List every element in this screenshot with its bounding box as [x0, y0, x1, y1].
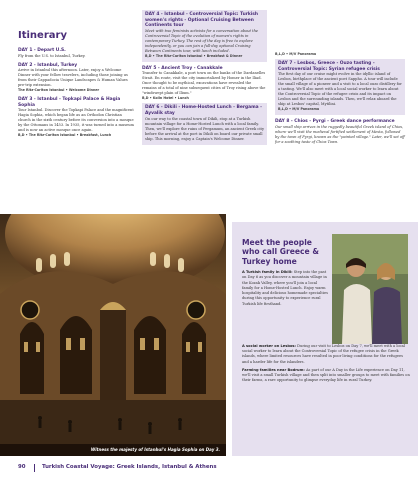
meet-intro-label: A Turkish family in Dikili:: [242, 270, 293, 274]
day-text: Fly from the U.S. to Istanbul, Turkey.: [18, 53, 86, 58]
day-6-highlight: [142, 103, 267, 144]
meet-worker-text: During our visit to Lesbos on Day 7, we'll meet with a local social worker to learn about the Controversial Topic of the refugee crisis in the Greek islands, where limited resources have resulted in poor living conditions for the refugees and a harder life for the islanders.: [242, 344, 405, 364]
family-photo-illustration: [332, 234, 408, 344]
itinerary-heading: Itinerary: [18, 30, 67, 41]
day-meta: B,D • Kolin Hotel • Lunch: [142, 96, 189, 101]
day-8: [275, 119, 405, 145]
day-3: [18, 97, 134, 138]
day-4-highlight: [142, 10, 267, 62]
day-text: The first day of our cruise might evolve in the idyllic island of Lesbos, birthplace of the ancient poet Sappho. A tour will include the small village of a pioneer and a visit to a local ouzo distillery for a tasting. We'll also meet with a local social worker to learn about the Controversial Topic of the refugee crisis and its impact on Lesbos and the surrounding islands. Then, we'll relax aboard the ship at Lesbos' capital, Mytilini.: [278, 72, 402, 107]
hagia-sophia-photo: [0, 214, 226, 456]
footer-title: Turkish Coastal Voyage: Greek Islands, Istanbul & Athens: [42, 464, 217, 470]
day-text: Our small ship arrives in the ruggedly beautiful Greek island of Chios, where we'll visit the medieval fortified settlement of Mesta, followed by the town of Pyrgi, known as the "painted village." Later, we'll set off for a soothing taste of Chios Town.: [275, 124, 405, 144]
day-text: On our way to the coastal town of Dikili, stop at a Turkish mountain village for a Home-Hosted Lunch with a local family. Then, we'll explore the ruins of Pergamum, an ancient Greek city before the arrival at the port in Dikili on board our private small ship. This morning, enjoy a Captain's Welcome Dinner.: [145, 116, 264, 141]
meet-intro-text: Step into the past on Day 6 as you discover a mountain village in the Kozak Valley, where you'll join a local family for a Home-Hosted Lunch. Enjoy warm hospitality and delicious homemade specialties during this opportunity to experience rural Turkish life firsthand.: [242, 270, 328, 306]
meet-worker: [242, 344, 410, 365]
day-title: DAY 3 - Istanbul - Topkapi Palace & Hagia Sophia: [18, 97, 121, 108]
meet-the-people-box: [232, 222, 418, 456]
day-2: [18, 63, 134, 94]
hagia-sophia-illustration: [0, 214, 226, 456]
page-footer: [0, 458, 420, 480]
day-title: DAY 4 - Istanbul - Controversial Topic: Turkish women's rights - Optional Cruising Between Continents tour: [145, 12, 259, 29]
day-title: DAY 7 - Lesbos, Greece - Ouzo tasting - Controversial Topic: Syrian refugee crisis: [278, 61, 380, 72]
day-title: DAY 5 - Ancient Troy - Canakkale: [142, 65, 223, 71]
page-number: 90: [18, 464, 26, 470]
day-title: DAY 2 - Istanbul, Turkey: [18, 62, 78, 68]
meet-family-text: As part of our A Day in the Life experience on Day 11, we'll visit a small Turkish village and then split into smaller groups to meet with families on their farms, a rare opportunity to glimpse everyday life in rural Turkey.: [242, 367, 410, 383]
day-meta: The Ritz-Carlton Istanbul • Welcome Dinner: [18, 88, 100, 93]
footer-divider: [34, 464, 35, 472]
family-photo: [332, 234, 408, 344]
itinerary-column-3: [275, 8, 405, 145]
day-meta: B,L,D • M/V Panorama: [275, 52, 317, 56]
day-7-highlight: [275, 59, 405, 115]
meet-intro: [242, 270, 328, 307]
itinerary-column-1: [18, 8, 134, 138]
day-title: DAY 1 - Depart U.S.: [18, 48, 66, 53]
day-text: Meet with two feminists activists for a conversation about the Controversial Topic of the evolution of women's rights in contemporary Turkey. The rest of the day is free to explore independently, or you can join a full-day optional Cruising Between Continents tour, with lunch included.: [145, 28, 259, 53]
day-meta: B,L,D • M/V Panorama: [278, 107, 320, 112]
day-title: DAY 6 - Dikili - Home-Hosted Lunch - Bergama - Ayvalik stay: [145, 105, 262, 116]
day-text: Transfer to Canakkale, a port town on the banks of the Dardanelles Strait. En route, visit the city immortalized by Homer in the Iliad. Once thought to be mythical, excavations have revealed the remains of a total of nine subsequent cities of Troy rising above the "windswept plain of Ilium.": [142, 71, 266, 96]
meet-family: [242, 368, 410, 384]
day-meta: B,D • The Ritz-Carlton Istanbul • Breakfast & Dinner: [145, 53, 243, 58]
itinerary-column-2: [142, 8, 267, 145]
day-1: [18, 48, 134, 59]
meet-family-label: Farming families near Bodrum:: [242, 367, 305, 372]
day-text: Tour Istanbul. Discover the Topkapi Palace and the magnificent Hagia Sophia, which began life as an Orthodox Christian church in the sixth century before its conversion into a mosque by the Ottomans in 1453. In 1935, it was turned into a museum and is now an active mosque once again.: [18, 108, 134, 133]
meet-title: Meet the people who call Greece & Turkey home: [242, 238, 319, 266]
day-title: DAY 8 - Chios - Pyrgi - Greek dance performance: [275, 119, 395, 125]
photo-caption: Witness the majesty of Istanbul's Hagia Sophia on Day 3.: [0, 444, 226, 456]
meet-worker-label: A social worker on Lesbos:: [242, 344, 296, 348]
day-5: [142, 66, 267, 102]
meet-details: [242, 344, 410, 386]
day-text: Arrive in Istanbul this afternoon. Later, enjoy a Welcome Dinner with your fellow travelers, including those joining us from their Cappadocia Unique Landscapes & Human Values pre-trip extension.: [18, 68, 128, 88]
day-meta: B,D • The Ritz-Carlton Istanbul • Breakfast, Lunch: [18, 133, 112, 138]
